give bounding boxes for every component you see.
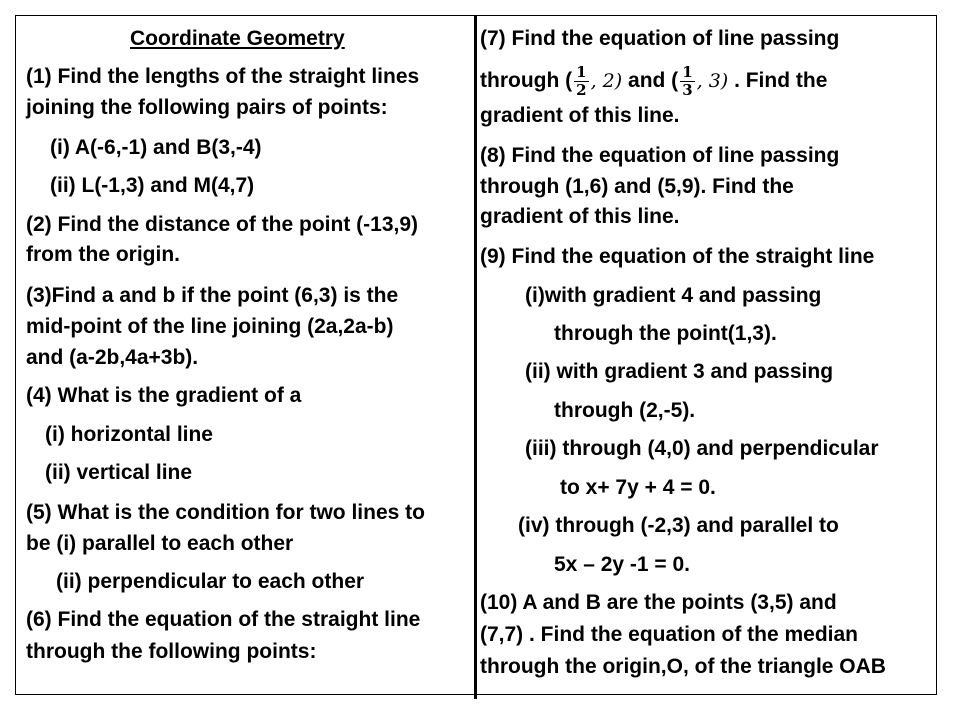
question-7-value-2: , 3) <box>696 70 729 93</box>
question-9-part-iv-line-2: 5x – 2y -1 = 0. <box>554 553 691 576</box>
question-7-line-3: gradient of this line. <box>480 104 680 127</box>
question-9-part-iii-line-1: (iii) through (4,0) and perpendicular <box>525 437 879 460</box>
question-10-line-2: (7,7) . Find the equation of the median <box>480 623 859 646</box>
question-9-line-1: (9) Find the equation of the straight line <box>480 245 875 268</box>
question-3-line-3: and (a-2b,4a+3b). <box>26 346 199 369</box>
question-3-line-2: mid-point of the line joining (2a,2a-b) <box>26 315 394 338</box>
question-1-line-1: (1) Find the lengths of the straight lines <box>26 65 420 88</box>
question-8-line-3: gradient of this line. <box>480 205 680 228</box>
question-5-part-ii: (ii) perpendicular to each other <box>56 570 365 593</box>
question-6-line-2: through the following points: <box>26 640 317 663</box>
question-8-line-2: through (1,6) and (5,9). Find the <box>480 175 794 198</box>
question-9-part-i-line-1: (i)with gradient 4 and passing <box>525 284 822 307</box>
question-7-line-2 <box>480 64 827 99</box>
question-6-line-1: (6) Find the equation of the straight line <box>26 608 421 631</box>
question-9-part-i-line-2: through the point(1,3). <box>554 322 777 345</box>
question-7-value-1: , 2) <box>590 70 623 93</box>
page-title: Coordinate Geometry <box>130 27 345 50</box>
fraction-one-third: $\frac{1}{3}$ <box>682 63 693 99</box>
question-5-line-2: be (i) parallel to each other <box>26 532 294 555</box>
question-2-line-1: (2) Find the distance of the point (-13,9) <box>26 213 419 236</box>
question-1-line-2: joining the following pairs of points: <box>26 96 388 119</box>
question-10-line-3: through the origin,O, of the triangle OAB <box>480 655 886 678</box>
question-7-through: through ( <box>480 69 573 93</box>
question-7-tail: . Find the <box>734 69 828 93</box>
question-7-line-1: (7) Find the equation of line passing <box>480 27 840 50</box>
question-4-part-i: (i) horizontal line <box>45 423 213 446</box>
question-8-line-1: (8) Find the equation of line passing <box>480 144 840 167</box>
question-2-line-2: from the origin. <box>26 243 180 266</box>
question-3-line-1: (3)Find a and b if the point (6,3) is the <box>26 284 399 307</box>
fraction-one-half: $\frac{1}{2}$ <box>576 63 587 99</box>
question-4-line-1: (4) What is the gradient of a <box>26 384 302 407</box>
question-5-line-1: (5) What is the condition for two lines to <box>26 501 425 524</box>
question-9-part-iii-line-2: to x+ 7y + 4 = 0. <box>560 476 716 499</box>
question-9-part-iv-line-1: (iv) through (-2,3) and parallel to <box>518 514 839 537</box>
question-9-part-ii-line-2: through (2,-5). <box>554 399 696 422</box>
question-7-and: and ( <box>628 69 679 93</box>
question-1-part-i: (i) A(-6,-1) and B(3,-4) <box>50 136 262 159</box>
column-divider <box>474 15 477 699</box>
question-10-line-1: (10) A and B are the points (3,5) and <box>480 591 837 614</box>
question-4-part-ii: (ii) vertical line <box>45 461 193 484</box>
question-1-part-ii: (ii) L(-1,3) and M(4,7) <box>50 174 255 197</box>
question-9-part-ii-line-1: (ii) with gradient 3 and passing <box>525 360 834 383</box>
